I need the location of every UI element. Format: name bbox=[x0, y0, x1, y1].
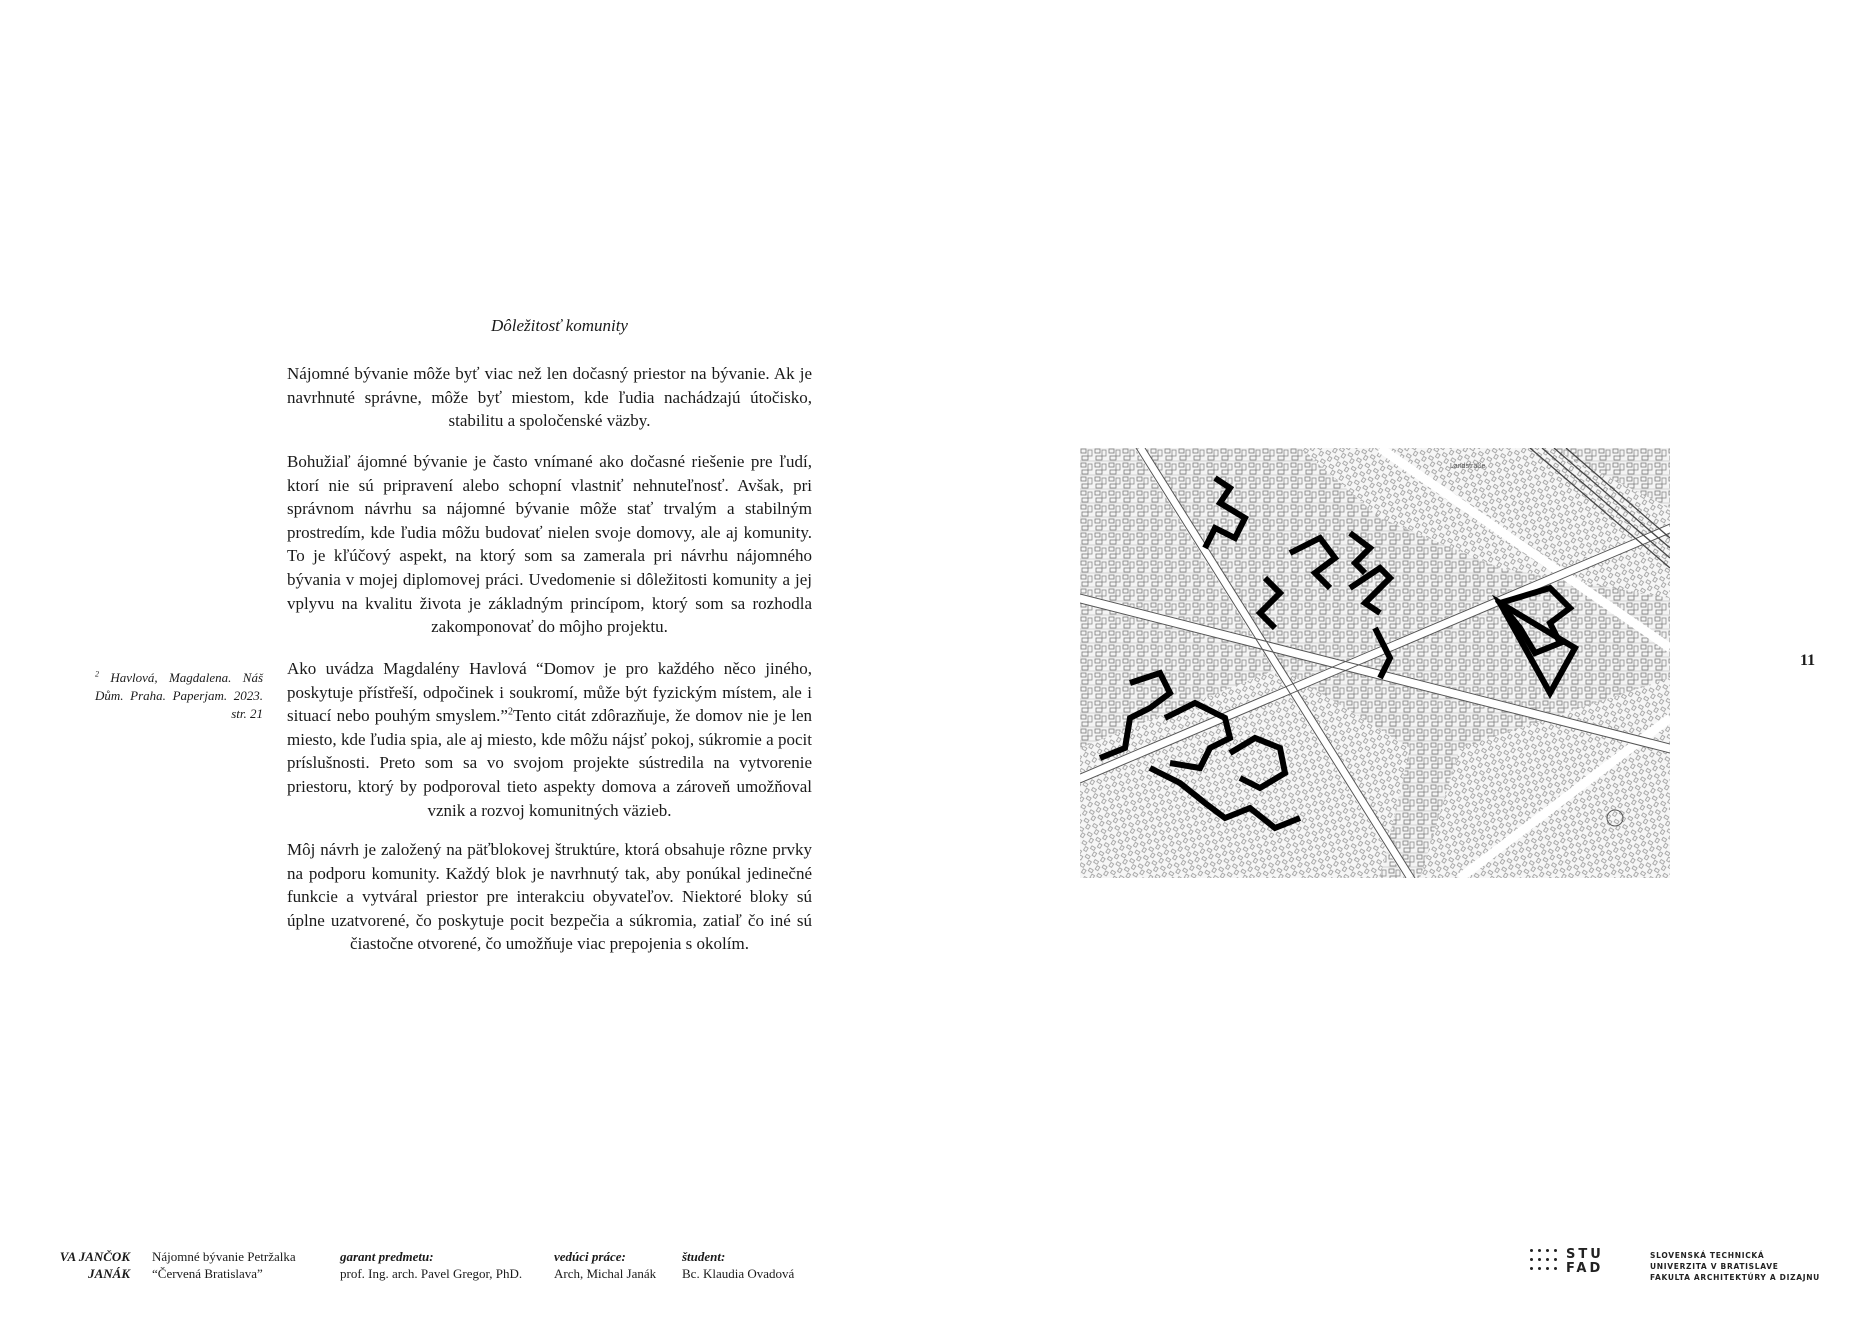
footer-supervisor-value: Arch, Michal Janák bbox=[554, 1266, 657, 1281]
footer-supervisor-label: vedúci práce: bbox=[554, 1249, 626, 1264]
logo-mark-line1: STU bbox=[1566, 1247, 1604, 1262]
footer-project-line2: “Červená Bratislava” bbox=[152, 1266, 263, 1281]
footer-garant-label: garant predmetu: bbox=[340, 1249, 434, 1264]
university-name-line2: UNIVERZITA V BRATISLAVE bbox=[1650, 1262, 1779, 1271]
footer-student-label: študent: bbox=[682, 1249, 726, 1264]
footnote-reference[interactable]: 2 bbox=[507, 706, 513, 718]
footer-authors-line1: VA JANČOK bbox=[59, 1249, 130, 1264]
quote-text: Ako uvádza Magdalény Havlová “Domov je pro každého něco jiného, poskytuje přístřeší, odpočinek i soukromí, může být fyzickým místem, ale i situací nebo pouhým smyslem.” bbox=[287, 659, 812, 726]
stu-fad-logo bbox=[1530, 1248, 1604, 1276]
site-plan-map bbox=[1080, 448, 1670, 878]
map-street-label: Landstraße bbox=[1450, 463, 1486, 470]
university-name-line1: SLOVENSKÁ TECHNICKÁ bbox=[1650, 1251, 1765, 1260]
footnote-text: Havlová, Magdalena. Náš Dům. Praha. Paperjam. 2023. str. 21 bbox=[95, 670, 264, 721]
footer-student-value: Bc. Klaudia Ovadová bbox=[682, 1266, 795, 1281]
paragraph-intro: Nájomné bývanie môže byť viac než len dočasný priestor na bývanie. Ak je navrhnuté správne, môže byť miestom, kde ľudia nachádzajú útočisko, stabilitu a spoločenské väzby. bbox=[287, 364, 812, 431]
footnote bbox=[95, 669, 263, 723]
footer-authors bbox=[40, 1248, 130, 1282]
footer-supervisor bbox=[554, 1248, 656, 1282]
university-name bbox=[1650, 1250, 1820, 1283]
footer-authors-line2: JANÁK bbox=[88, 1266, 130, 1281]
page-number: 11 bbox=[1800, 652, 1816, 669]
footer-student bbox=[682, 1248, 794, 1282]
paragraph-design: Môj návrh je založený na päťblokovej štruktúre, ktorá obsahuje rôzne prvky na podporu komunity. Každý blok je navrhnutý tak, aby ponúkal jedinečné funkcie a vytváral priestor pre interakciu obyvateľov. Niektoré bloky sú úplne uzatvorené, čo poskytuje pocit bezpečia a súkromia, zatiaľ čo iné sú čiastočne otvorené, čo umožňuje viac prepojenia s okolím. bbox=[287, 840, 812, 954]
quote-commentary: Tento citát zdôrazňuje, že domov nie je len miesto, kde ľudia spia, ale aj miesto, kde môžu nájsť pokoj, súkromie a pocit príslušnosti. Preto som sa vo svojom projekte sústredila na vytvorenie priestoru, ktorý by podporoval tieto aspekty domova a zároveň umožňoval vznik a rozvoj komunitných väzieb. bbox=[287, 706, 812, 820]
paragraph-quote bbox=[287, 657, 812, 822]
footer-garant bbox=[340, 1248, 522, 1282]
footnote-number: 2 bbox=[95, 669, 99, 679]
footer-garant-value: prof. Ing. arch. Pavel Gregor, PhD. bbox=[340, 1266, 523, 1281]
footer-project bbox=[152, 1248, 296, 1282]
footer-project-line1: Nájomné bývanie Petržalka bbox=[152, 1249, 296, 1264]
logo-dots-icon bbox=[1530, 1249, 1562, 1276]
section-title: Dôležitosť komunity bbox=[491, 316, 628, 335]
university-name-line3: FAKULTA ARCHITEKTÚRY A DIZAJNU bbox=[1650, 1273, 1820, 1282]
logo-mark bbox=[1566, 1248, 1604, 1276]
paragraph-rental-housing: Bohužiaľ ájomné bývanie je často vnímané ako dočasné riešenie pre ľudí, ktorí nie sú pripravení alebo schopní vlastniť nehnuteľnosť. Avšak, pri správnom návrhu sa nájomné bývanie môže stať trvalým a stabilným prostredím, kde ľudia môžu budovať nielen svoje domovy, ale aj komunity. To je kľúčový aspekt, na ktorý som sa zamerala pri návrhu nájomného bývania v mojej diplomovej práci. Uvedomenie si dôležitosti komunity a jej vplyvu na kvalitu života je základným princípom, ktorý som sa rozhodla zakomponovať do môjho projektu. bbox=[287, 452, 812, 637]
logo-mark-line2: FAD bbox=[1566, 1261, 1604, 1276]
site-plan-drawing bbox=[1080, 448, 1670, 878]
